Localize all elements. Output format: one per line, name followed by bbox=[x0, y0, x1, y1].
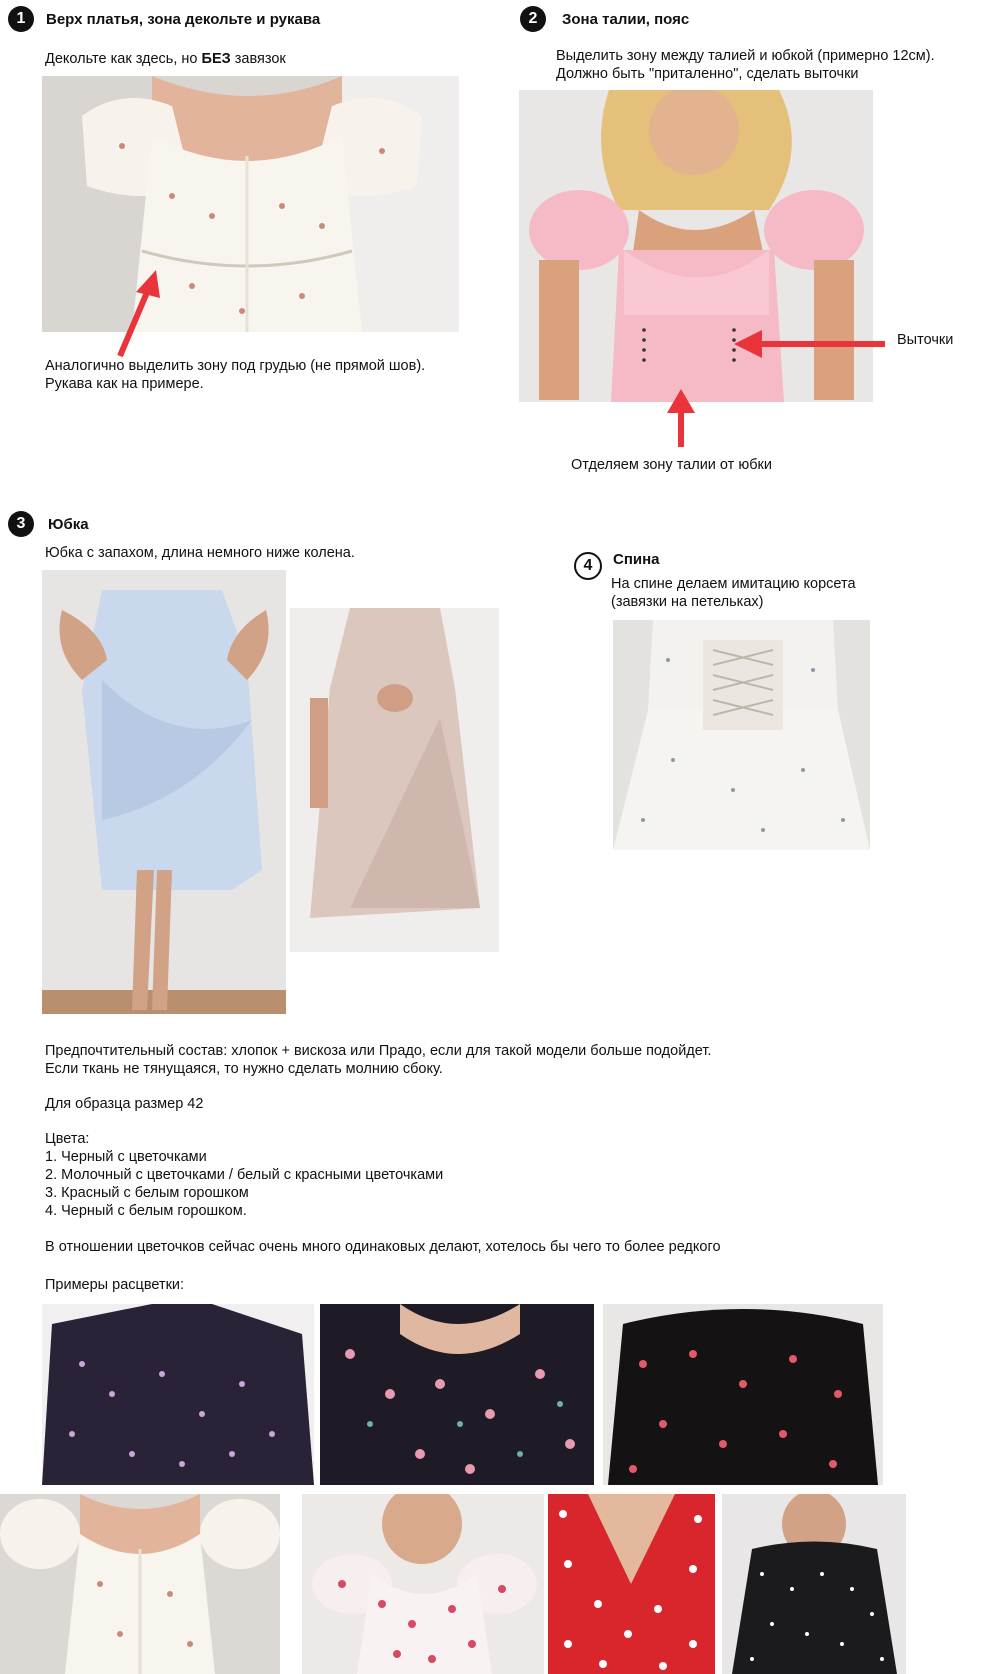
underbust-arrow bbox=[108, 268, 168, 364]
section-2-title: Зона талии, пояс bbox=[562, 11, 690, 28]
color-option-1: 1. Черный с цветочками bbox=[45, 1149, 207, 1165]
color-option-2: 2. Молочный с цветочками / белый с красными цветочками bbox=[45, 1167, 444, 1183]
section-3-number-badge: 3 bbox=[8, 511, 34, 537]
composition-line-2: Если ткань не тянущаяся, то нужно сделать молнию сбоку. bbox=[45, 1061, 443, 1077]
section-3-title: Юбка bbox=[48, 516, 89, 533]
section-3-note: Юбка с запахом, длина немного ниже колена. bbox=[45, 545, 355, 561]
examples-heading: Примеры расцветки: bbox=[45, 1277, 185, 1293]
example-white-red-floral bbox=[302, 1494, 544, 1674]
example-milk-floral bbox=[0, 1494, 280, 1674]
section-1-title: Верх платья, зона декольте и рукава bbox=[46, 11, 321, 28]
blue-wrap-skirt-photo bbox=[42, 570, 286, 1014]
example-black-polka-dot bbox=[722, 1494, 906, 1674]
beige-wrap-skirt-photo bbox=[290, 608, 499, 952]
sample-size: Для образца размер 42 bbox=[45, 1096, 204, 1112]
section-1-note bbox=[45, 50, 286, 68]
section-2-note-line-1: Выделить зону между талией и юбкой (примерно 12см). bbox=[556, 48, 935, 64]
section-1-note-end: завязок bbox=[230, 51, 286, 67]
color-option-4: 4. Черный с белым горошком. bbox=[45, 1203, 247, 1219]
example-red-polka-dot bbox=[548, 1494, 715, 1674]
darts-label: Выточки bbox=[897, 332, 954, 348]
corset-back-photo bbox=[613, 620, 870, 850]
section-1-caption-line-2: Рукава как на примере. bbox=[45, 376, 204, 392]
section-1-note-bold: БЕЗ bbox=[201, 51, 231, 67]
section-1-caption-line-1: Аналогично выделить зону под грудью (не прямой шов). bbox=[45, 358, 426, 374]
section-1-number-badge: 1 bbox=[8, 6, 34, 32]
section-4-note-line-2: (завязки на петельках) bbox=[611, 594, 764, 610]
waist-separation-label: Отделяем зону талии от юбки bbox=[571, 457, 772, 473]
section-2-number-badge: 2 bbox=[520, 6, 546, 32]
section-4-note-line-1: На спине делаем имитацию корсета bbox=[611, 576, 856, 592]
example-dark-floral-1 bbox=[42, 1304, 314, 1485]
waist-separation-arrow bbox=[664, 387, 698, 449]
composition-line-1: Предпочтительный состав: хлопок + вискоза или Прадо, если для такой модели больше подойдет. bbox=[45, 1043, 712, 1059]
section-1-note-start: Декольте как здесь, но bbox=[45, 51, 202, 67]
example-dark-floral-3 bbox=[603, 1304, 883, 1485]
darts-arrow bbox=[730, 328, 890, 360]
section-4-title: Спина bbox=[613, 551, 660, 568]
flowers-note: В отношении цветочков сейчас очень много одинаковых делают, хотелось бы чего то более редкого bbox=[45, 1239, 721, 1255]
example-dark-floral-2 bbox=[320, 1304, 594, 1485]
neckline-photo bbox=[42, 76, 459, 332]
colors-heading: Цвета: bbox=[45, 1131, 90, 1147]
color-option-3: 3. Красный с белым горошком bbox=[45, 1185, 249, 1201]
section-4-number-badge: 4 bbox=[574, 552, 602, 580]
section-2-note-line-2: Должно быть "приталенно", сделать выточки bbox=[556, 66, 859, 82]
